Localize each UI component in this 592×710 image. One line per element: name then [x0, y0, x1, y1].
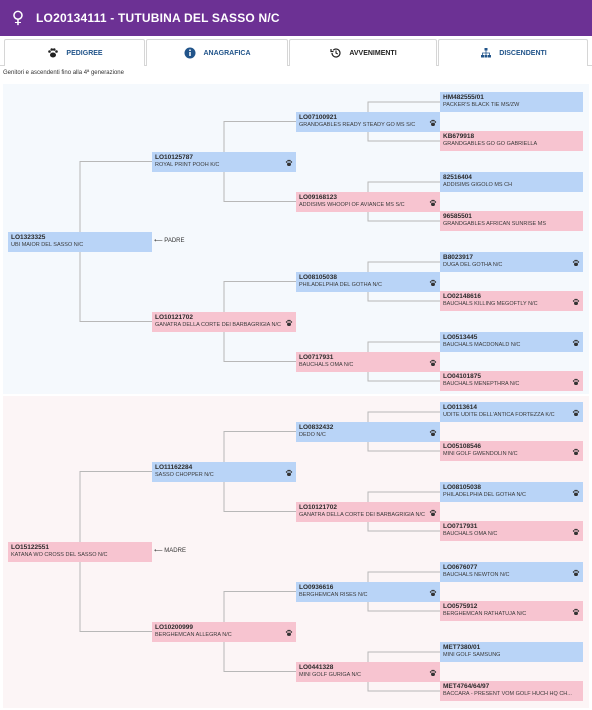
sire-box-g4[interactable]	[440, 642, 583, 662]
dam-box-g4[interactable]	[440, 681, 583, 701]
history-icon	[329, 46, 343, 60]
dog-registration-code: LO04101875	[443, 373, 481, 380]
sire-box-g4[interactable]	[440, 252, 583, 272]
dog-name: BAUCHALS OMA N/C	[443, 531, 498, 537]
dog-registration-code: LO0717931	[299, 353, 334, 361]
dam-box-g2[interactable]	[152, 622, 296, 642]
dam-box-g1[interactable]	[8, 542, 152, 562]
dog-registration-code: LO08105038	[443, 484, 481, 491]
dog-registration-code: LO10121702	[155, 313, 193, 321]
dog-name: ADDISIMS GIGOLO MS CH	[443, 182, 513, 188]
sire-box-g2[interactable]	[152, 152, 296, 172]
dog-registration-code: LO07100921	[299, 113, 337, 121]
sire-box-g3[interactable]	[296, 112, 440, 132]
dog-name: GANATRA DELLA CORTE DEI BARBAGRIGIA N/C	[155, 321, 282, 328]
dog-registration-code: LO05108546	[443, 443, 481, 450]
dam-box-g3[interactable]	[296, 662, 440, 682]
dog-name: BAUCHALS KILLING MEGOFTLY N/C	[443, 301, 538, 307]
dam-box-g3[interactable]	[296, 502, 440, 522]
dog-name: GRANDGABLES GO GO GABRIELLA	[443, 141, 538, 147]
tab-discendenti[interactable]	[438, 39, 588, 66]
paw-icon[interactable]	[285, 154, 293, 162]
dog-registration-code: LO02148616	[443, 293, 481, 300]
paw-icon[interactable]	[429, 194, 437, 202]
dog-registration-code: LO11162284	[155, 463, 193, 471]
dog-name: BAUCHALS NEWTON N/C	[443, 572, 510, 578]
dam-box-g3[interactable]	[296, 192, 440, 212]
dog-name: PHILADELPHIA DEL GOTHA N/C	[299, 281, 382, 288]
sire-box-g4[interactable]	[440, 92, 583, 112]
paw-icon[interactable]	[572, 443, 580, 451]
tab-label: PEDIGREE	[66, 49, 103, 57]
pedigree-subtitle: Genitori e ascendenti fino alla 4ª generazione	[3, 70, 124, 76]
page-title: LO20134111 - TUTUBINA DEL SASSO N/C	[36, 11, 280, 25]
dog-registration-code: KB679918	[443, 133, 475, 140]
sire-box-g4[interactable]	[440, 172, 583, 192]
arrow-left-icon: ⟵	[154, 238, 165, 244]
sire-box-g3[interactable]	[296, 582, 440, 602]
dog-name: UBI MAIOR DEL SASSO N/C	[11, 241, 84, 248]
sire-box-g4[interactable]	[440, 562, 583, 582]
dog-name: BACCARA - PRESENT VOM GOLF HUCH HQ CH...	[443, 691, 572, 697]
dam-box-g3[interactable]	[296, 352, 440, 372]
dog-registration-code: LO0575912	[443, 603, 478, 610]
dog-name: ROYAL PRINT POOH K/C	[155, 161, 220, 168]
female-symbol-icon: ♀	[11, 8, 25, 28]
tab-pedigree[interactable]	[4, 39, 145, 66]
dog-name: BERGHEMCAN RATHATUJA N/C	[443, 611, 527, 617]
sire-box-g2[interactable]	[152, 462, 296, 482]
paw-icon	[46, 46, 60, 60]
paw-icon[interactable]	[429, 274, 437, 282]
dog-registration-code: LO10121702	[299, 503, 337, 511]
dog-registration-code: LO15122551	[11, 543, 49, 551]
hierarchy-icon	[479, 46, 493, 60]
dog-name: BAUCHALS OMA N/C	[299, 361, 354, 368]
dam-box-g4[interactable]	[440, 441, 583, 461]
dog-name: UDITE UDITE DELL'ANTICA FORTEZZA K/C	[443, 412, 555, 418]
paw-icon[interactable]	[572, 254, 580, 262]
sire-box-g3[interactable]	[296, 422, 440, 442]
dog-registration-code: MET4764/64/97	[443, 683, 490, 690]
dog-name: BAUCHALS MACDONALD N/C	[443, 342, 521, 348]
arrow-left-icon: ⟵	[154, 548, 165, 554]
paw-icon[interactable]	[572, 523, 580, 531]
tab-label: AVVENIMENTI	[349, 49, 397, 57]
dog-registration-code: B8023917	[443, 254, 473, 261]
paw-icon[interactable]	[285, 464, 293, 472]
dog-name: MINI GOLF SAMSUNG	[443, 652, 501, 658]
dog-registration-code: HM482555/01	[443, 94, 484, 101]
dog-name: BERGHEMCAN RISES N/C	[299, 591, 368, 598]
dog-name: BERGHEMCAN ALLEGRA N/C	[155, 631, 232, 638]
dog-name: DUGA DEL GOTHA N/C	[443, 262, 503, 268]
paw-icon[interactable]	[572, 404, 580, 412]
dog-name: PHILADELPHIA DEL GOTHA N/C	[443, 492, 526, 498]
paw-icon[interactable]	[285, 624, 293, 632]
paw-icon[interactable]	[429, 584, 437, 592]
dog-name: PACKER'S BLACK TIE MS/ZW	[443, 102, 520, 108]
dam-box-g4[interactable]	[440, 521, 583, 541]
sire-box-g4[interactable]	[440, 482, 583, 502]
dog-registration-code: LO08105038	[299, 273, 337, 281]
paw-icon[interactable]	[572, 603, 580, 611]
paw-icon[interactable]	[572, 484, 580, 492]
tab-anagrafica[interactable]	[146, 39, 288, 66]
paw-icon[interactable]	[572, 564, 580, 572]
dog-registration-code: LO09168123	[299, 193, 337, 201]
dog-name: GANATRA DELLA CORTE DEI BARBAGRIGIA N/C	[299, 511, 426, 518]
dog-registration-code: LO0936616	[299, 583, 334, 591]
father-relation-label: ⟵ PADRE	[154, 238, 185, 244]
paw-icon[interactable]	[572, 293, 580, 301]
mother-relation-label: ⟵ MADRE	[154, 548, 186, 554]
dog-registration-code: LO0441328	[299, 663, 334, 671]
dog-name: GRANDGABLES READY STEADY GO MS S/C	[299, 121, 416, 128]
dam-box-g4[interactable]	[440, 291, 583, 311]
paw-icon[interactable]	[429, 114, 437, 122]
dog-registration-code: LO0676077	[443, 564, 478, 571]
sire-box-g4[interactable]	[440, 402, 583, 422]
dam-box-g2[interactable]	[152, 312, 296, 332]
dog-registration-code: LO0832432	[299, 423, 334, 431]
dam-box-g4[interactable]	[440, 211, 583, 231]
dog-name: KATANA WO CROSS DEL SASSO N/C	[11, 551, 108, 558]
tab-bar	[0, 39, 592, 66]
dog-name: MINI GOLF GURIGA N/C	[299, 671, 362, 678]
dog-registration-code: LO0717931	[443, 523, 478, 530]
dam-box-g4[interactable]	[440, 131, 583, 151]
sire-box-g4[interactable]	[440, 332, 583, 352]
dog-registration-code: LO1323325	[11, 233, 46, 241]
dog-registration-code: MET7380/01	[443, 644, 481, 651]
paw-icon[interactable]	[572, 334, 580, 342]
dog-name: MINI GOLF GWENDOLIN N/C	[443, 451, 518, 457]
page-header	[0, 0, 592, 36]
dog-registration-code: LO10125787	[155, 153, 193, 161]
dog-name: DEDO N/C	[299, 431, 326, 438]
dog-registration-code: LO10200999	[155, 623, 193, 631]
tab-avvenimenti[interactable]	[289, 39, 437, 66]
sire-box-g1[interactable]	[8, 232, 152, 252]
paw-icon[interactable]	[429, 504, 437, 512]
paw-icon[interactable]	[285, 314, 293, 322]
dog-name: ADDISIMS WHOOPI OF AVIANCE MS S/C	[299, 201, 405, 208]
info-icon	[183, 46, 197, 60]
paw-icon[interactable]	[429, 664, 437, 672]
tab-label: ANAGRAFICA	[203, 49, 251, 57]
sire-box-g3[interactable]	[296, 272, 440, 292]
dog-name: BAUCHALS MENEPTHRA N/C	[443, 381, 520, 387]
dog-registration-code: 82516404	[443, 174, 472, 181]
paw-icon[interactable]	[429, 354, 437, 362]
dog-registration-code: LO0513445	[443, 334, 478, 341]
dog-name: SASSO CHOPPER N/C	[155, 471, 214, 478]
tab-label: DISCENDENTI	[499, 49, 547, 57]
dog-registration-code: 96585501	[443, 213, 472, 220]
paw-icon[interactable]	[572, 373, 580, 381]
dam-box-g4[interactable]	[440, 601, 583, 621]
dam-box-g4[interactable]	[440, 371, 583, 391]
paw-icon[interactable]	[429, 424, 437, 432]
dog-name: GRANDGABLES AFRICAN SUNRISE MS	[443, 221, 546, 227]
dog-registration-code: LO0113614	[443, 404, 477, 411]
